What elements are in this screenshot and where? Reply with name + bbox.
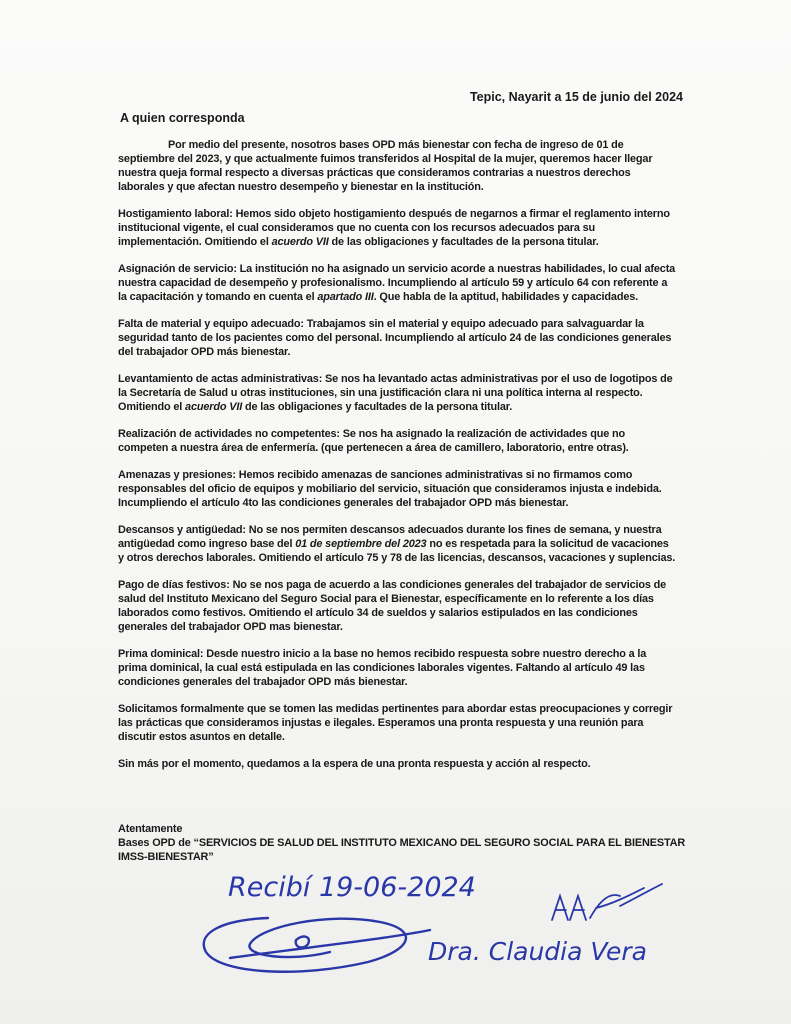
paragraph-text: Descansos y antigüedad: No se nos permiten descansos adecuados durante los fines de semana, y nuestra antigüedad como ingreso base del <box>118 524 662 550</box>
closing-text: Atentamente <box>118 823 183 835</box>
paragraph-actas <box>118 372 676 414</box>
paragraph-amenazas: Amenazas y presiones: Hemos recibido amenazas de sanciones administrativas si no firmamos como responsables del oficio de equipos y mobiliario del servicio, situación que consideramos injusta e indebida. Incumpliendo el artículo 4to las condiciones generales del trabajador OPD más bienestar. <box>118 469 662 509</box>
paragraph-hostigamiento <box>118 207 676 249</box>
paragraph-despedida: Sin más por el momento, quedamos a la espera de una pronta respuesta y acción al respecto. <box>118 758 591 770</box>
paragraph-text: Asignación de servicio: La institución no ha asignado un servicio acorde a nuestras habilidades, lo cual afecta nuestra capacidad de desempeño y profesionalismo. Incumpliendo al artículo 59 y artículo 64 con referente a la capacitación y tomando en cuenta el <box>118 263 676 303</box>
paragraph-text: no es respetada para la solicitud de vacaciones y otros derechos laborales. Omitiendo el artículo 75 y 78 de las licencias, descansos, vacaciones y suplencias. <box>118 538 676 564</box>
paragraph-text: Hostigamiento laboral: Hemos sido objeto hostigamiento después de negarnos a firmar el reglamento interno institucional vigente, el cual consideramos que no cuenta con los recursos adecuados para su implementación. Omitiendo el <box>118 208 670 248</box>
paragraph-material: Falta de material y equipo adecuado: Trabajamos sin el material y equipo adecuado para salvaguardar la seguridad tanto de los pacientes como del personal. Incumpliendo al artículo 24 de las condiciones generales del trabajador OPD más bienestar. <box>118 318 672 358</box>
paragraph-prima-dominical: Prima dominical: Desde nuestro inicio a la base no hemos recibido respuesta sobre nuestro derecho a la prima dominical, la cual está estipulada en las condiciones laborales vigentes. Faltando al artículo 49 las condiciones generales del trabajador OPD más bienestar. <box>118 648 647 688</box>
closing-block <box>118 822 688 864</box>
paragraph-emphasis: apartado III <box>317 291 374 303</box>
paragraph-solicitud: Solicitamos formalmente que se tomen las medidas pertinentes para abordar estas preocupaciones y corregir las prácticas que consideramos injustas e ilegales. Esperamos una pronta respuesta y una reunión para discutir estos asuntos en detalle. <box>118 703 673 743</box>
doctor-signature-name: Dra. Claudia Vera <box>428 937 648 966</box>
paragraph-text: . Que habla de la aptitud, habilidades y capacidades. <box>373 291 639 303</box>
paragraph-dias-festivos: Pago de días festivos: No se nos paga de acuerdo a las condiciones generales del trabajador de servicios de salud del Instituto Mexicano del Seguro Social para el Bienestar, específicamente en lo referente a los días laborados como festivos. Omitiendo el artículo 34 de sueldos y salarios estipulados en las condiciones generales del trabajador OPD mas bienestar. <box>118 579 667 633</box>
paragraph-descansos <box>118 523 676 565</box>
letter-date: Tepic, Nayarit a 15 de junio del 2024 <box>469 90 683 104</box>
paragraph-asignacion <box>118 262 676 304</box>
received-stamp-text: Recibí 19-06-2024 <box>228 872 476 903</box>
paragraph-text: Levantamiento de actas administrativas: Se nos ha levantado actas administrativas por el uso de logotipos de la Secretaría de Salud u otras instituciones, sin una justificación clara ni una política interna al respecto. Omitiendo el <box>118 373 673 413</box>
initials-scribble <box>552 884 662 920</box>
paragraph-actividades: Realización de actividades no competentes: Se nos ha asignado la realización de actividades que no competen a nuestra área de enfermería. (que pertenecen a área de camillero, laboratorio, entre otras). <box>118 428 629 454</box>
intro-paragraph: Por medio del presente, nosotros bases OPD más bienestar con fecha de ingreso de 01 de septiembre del 2023, y que actualmente fuimos transferidos al Hospital de la mujer, queremos hacer llegar nuestra queja formal respecto a diversas prácticas que consideramos contrarias a nuestros derechos laborales y que afectan nuestro desempeño y bienestar en la institución. <box>118 139 653 193</box>
letter-salutation: A quien corresponda <box>120 111 245 125</box>
signatory-text: Bases OPD de “SERVICIOS DE SALUD DEL INSTITUTO MEXICANO DEL SEGURO SOCIAL PARA EL BIENESTAR IMSS-BIENESTAR” <box>118 837 686 863</box>
paragraph-emphasis: acuerdo VII <box>185 401 243 413</box>
paragraph-text: de las obligaciones y facultades de la persona titular. <box>242 401 513 413</box>
paragraph-emphasis: 01 de septiembre del 2023 <box>295 538 427 550</box>
paragraph-emphasis: acuerdo VII <box>271 236 329 248</box>
paragraph-text: de las obligaciones y facultades de la persona titular. <box>328 236 599 248</box>
signature-scribble <box>204 918 430 972</box>
letter-body <box>118 138 676 784</box>
